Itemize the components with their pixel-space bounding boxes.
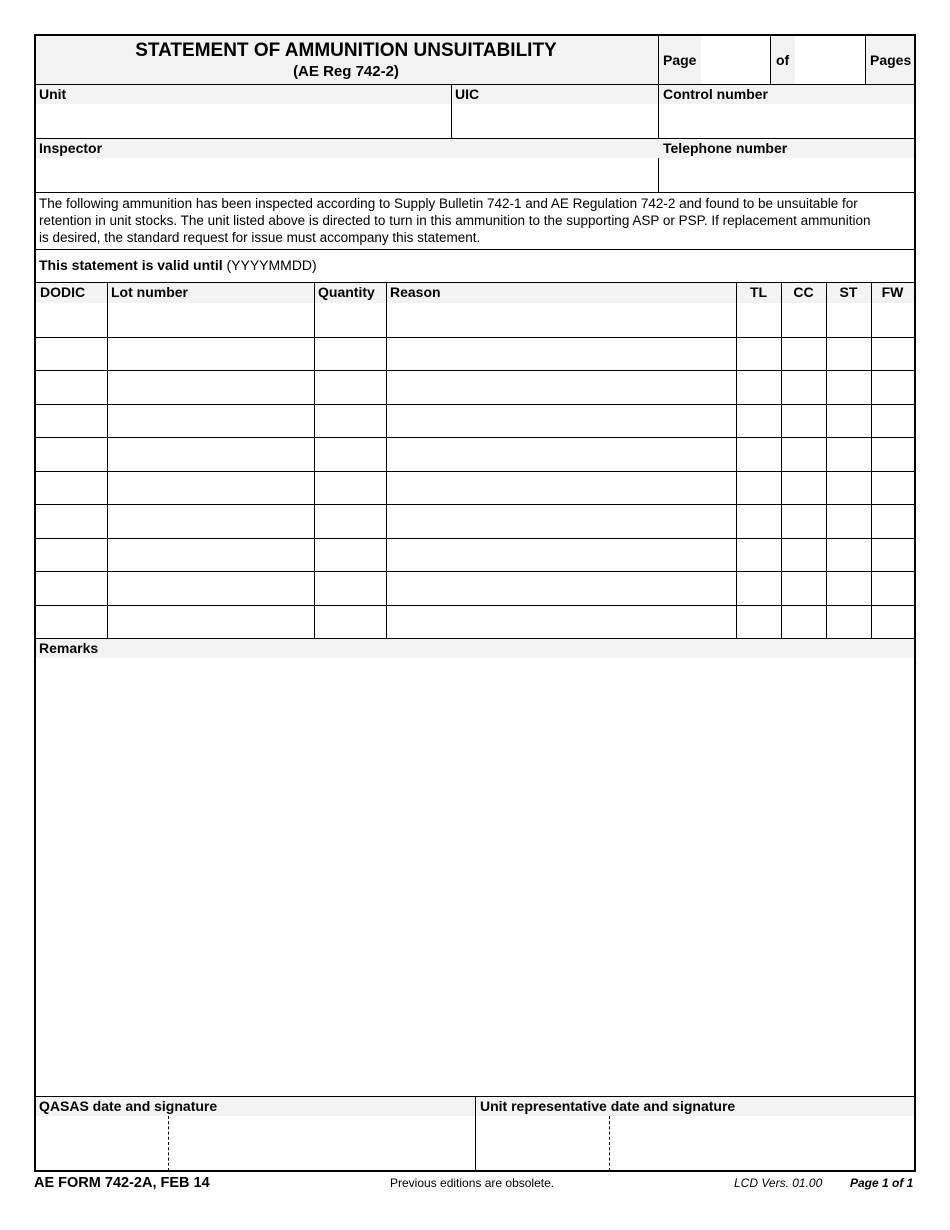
table-cell-tl[interactable]	[737, 606, 780, 638]
form-title: STATEMENT OF AMMUNITION UNSUITABILITY	[135, 40, 557, 61]
dashed-divider	[168, 1116, 169, 1171]
control-number-field[interactable]	[659, 105, 913, 137]
table-cell-fw[interactable]	[872, 505, 913, 537]
table-cell-quantity[interactable]	[315, 472, 385, 504]
table-cell-fw[interactable]	[872, 338, 913, 370]
inspector-label: Inspector	[39, 140, 103, 156]
table-cell-dodic[interactable]	[37, 405, 106, 437]
statement-text	[39, 195, 911, 246]
table-cell-tl[interactable]	[737, 371, 780, 403]
valid-until-format: (YYYYMMDD)	[226, 257, 317, 273]
qasas-signature-field[interactable]	[170, 1117, 474, 1170]
statement-line-2: retention in unit stocks. The unit listed above is directed to turn in this ammunition to the supporting ASP or PSP. If replacement ammunition	[39, 213, 871, 228]
qasas-signature-label: QASAS date and signature	[39, 1098, 218, 1114]
table-cell-cc[interactable]	[782, 371, 825, 403]
table-cell-reason[interactable]	[387, 539, 735, 571]
statement-line-3: is desired, the standard request for issue must accompany this statement.	[39, 230, 481, 245]
valid-until-row	[39, 257, 441, 274]
table-cell-dodic[interactable]	[37, 472, 106, 504]
table-cell-quantity[interactable]	[315, 338, 385, 370]
table-cell-fw[interactable]	[872, 539, 913, 571]
control-number-label: Control number	[663, 86, 768, 102]
unit-label: Unit	[39, 86, 67, 102]
telephone-label: Telephone number	[663, 140, 788, 156]
table-cell-st[interactable]	[827, 472, 870, 504]
obsolete-note: Previous editions are obsolete.	[390, 1176, 555, 1190]
column-header-st: ST	[839, 284, 858, 300]
table-cell-fw[interactable]	[872, 572, 913, 604]
table-cell-quantity[interactable]	[315, 304, 385, 336]
table-cell-fw[interactable]	[872, 472, 913, 504]
table-cell-reason[interactable]	[387, 472, 735, 504]
statement-line-1: The following ammunition has been inspected according to Supply Bulletin 742-1 and AE Regulation 742-2 and found to be unsuitable for	[39, 196, 858, 211]
table-cell-quantity[interactable]	[315, 606, 385, 638]
table-cell-dodic[interactable]	[37, 438, 106, 470]
unit-rep-date-field[interactable]	[477, 1117, 608, 1170]
column-header-cc: CC	[793, 284, 814, 300]
table-cell-reason[interactable]	[387, 572, 735, 604]
table-cell-reason[interactable]	[387, 405, 735, 437]
table-cell-reason[interactable]	[387, 371, 735, 403]
column-header-fw: FW	[881, 284, 904, 300]
column-header-tl: TL	[749, 284, 768, 300]
table-cell-lot-number[interactable]	[108, 438, 313, 470]
table-cell-tl[interactable]	[737, 304, 780, 336]
divider	[475, 1097, 476, 1171]
table-cell-dodic[interactable]	[37, 505, 106, 537]
table-cell-lot-number[interactable]	[108, 304, 313, 336]
table-cell-reason[interactable]	[387, 304, 735, 336]
table-cell-lot-number[interactable]	[108, 338, 313, 370]
unit-rep-signature-field[interactable]	[611, 1117, 913, 1170]
table-cell-cc[interactable]	[782, 539, 825, 571]
table-cell-quantity[interactable]	[315, 405, 385, 437]
table-cell-lot-number[interactable]	[108, 539, 313, 571]
table-cell-dodic[interactable]	[37, 304, 106, 336]
table-cell-cc[interactable]	[782, 606, 825, 638]
table-cell-lot-number[interactable]	[108, 405, 313, 437]
remarks-label: Remarks	[39, 640, 99, 656]
table-cell-st[interactable]	[827, 338, 870, 370]
table-cell-st[interactable]	[827, 505, 870, 537]
of-label: of	[776, 52, 790, 68]
telephone-field[interactable]	[659, 159, 913, 191]
table-cell-reason[interactable]	[387, 505, 735, 537]
table-cell-fw[interactable]	[872, 371, 913, 403]
table-cell-quantity[interactable]	[315, 572, 385, 604]
form-id: AE FORM 742-2A, FEB 14	[34, 1175, 210, 1191]
table-cell-cc[interactable]	[782, 338, 825, 370]
table-cell-quantity[interactable]	[315, 438, 385, 470]
column-header-quantity: Quantity	[318, 284, 375, 300]
unit-field[interactable]	[37, 105, 450, 137]
table-cell-fw[interactable]	[872, 304, 913, 336]
table-cell-reason[interactable]	[387, 606, 735, 638]
table-cell-quantity[interactable]	[315, 371, 385, 403]
column-header-reason: Reason	[390, 284, 441, 300]
page-count: Page 1 of 1	[850, 1176, 914, 1190]
table-cell-cc[interactable]	[782, 438, 825, 470]
table-cell-lot-number[interactable]	[108, 606, 313, 638]
table-cell-st[interactable]	[827, 572, 870, 604]
page-number-field[interactable]	[702, 36, 770, 84]
table-cell-st[interactable]	[827, 438, 870, 470]
table-cell-reason[interactable]	[387, 338, 735, 370]
table-cell-dodic[interactable]	[37, 338, 106, 370]
table-cell-tl[interactable]	[737, 539, 780, 571]
table-cell-tl[interactable]	[737, 405, 780, 437]
valid-until-label: This statement is valid until	[39, 257, 223, 273]
table-cell-tl[interactable]	[737, 472, 780, 504]
table-cell-tl[interactable]	[737, 438, 780, 470]
table-cell-cc[interactable]	[782, 505, 825, 537]
table-cell-lot-number[interactable]	[108, 572, 313, 604]
column-header-dodic: DODIC	[40, 284, 86, 300]
total-pages-field[interactable]	[795, 36, 865, 84]
table-cell-quantity[interactable]	[315, 505, 385, 537]
table-cell-tl[interactable]	[737, 338, 780, 370]
pages-label: Pages	[870, 52, 912, 68]
form-subtitle: (AE Reg 742-2)	[293, 63, 399, 80]
inspector-field[interactable]	[37, 159, 657, 191]
table-cell-cc[interactable]	[782, 405, 825, 437]
table-cell-lot-number[interactable]	[108, 472, 313, 504]
divider	[36, 249, 914, 250]
table-cell-dodic[interactable]	[37, 572, 106, 604]
table-cell-tl[interactable]	[737, 505, 780, 537]
divider	[451, 85, 452, 138]
table-cell-dodic[interactable]	[37, 606, 106, 638]
table-cell-fw[interactable]	[872, 606, 913, 638]
table-cell-quantity[interactable]	[315, 539, 385, 571]
table-cell-st[interactable]	[827, 304, 870, 336]
table-cell-dodic[interactable]	[37, 539, 106, 571]
version-label: LCD Vers. 01.00	[734, 1176, 823, 1190]
table-cell-lot-number[interactable]	[108, 505, 313, 537]
table-cell-lot-number[interactable]	[108, 371, 313, 403]
table-cell-cc[interactable]	[782, 572, 825, 604]
table-cell-dodic[interactable]	[37, 371, 106, 403]
divider	[36, 192, 914, 193]
table-cell-fw[interactable]	[872, 438, 913, 470]
uic-field[interactable]	[452, 105, 657, 137]
table-cell-tl[interactable]	[737, 572, 780, 604]
remarks-field[interactable]	[37, 659, 913, 1095]
remarks-label-bg	[36, 639, 914, 658]
table-cell-fw[interactable]	[872, 405, 913, 437]
table-cell-st[interactable]	[827, 405, 870, 437]
unit-rep-signature-label: Unit representative date and signature	[480, 1098, 736, 1114]
uic-label: UIC	[455, 86, 480, 102]
page-label: Page	[663, 52, 697, 68]
table-cell-st[interactable]	[827, 371, 870, 403]
table-cell-st[interactable]	[827, 539, 870, 571]
table-cell-st[interactable]	[827, 606, 870, 638]
dashed-divider	[609, 1116, 610, 1171]
column-header-lot-number: Lot number	[111, 284, 188, 300]
table-cell-cc[interactable]	[782, 472, 825, 504]
qasas-date-field[interactable]	[37, 1117, 167, 1170]
table-cell-reason[interactable]	[387, 438, 735, 470]
table-cell-cc[interactable]	[782, 304, 825, 336]
